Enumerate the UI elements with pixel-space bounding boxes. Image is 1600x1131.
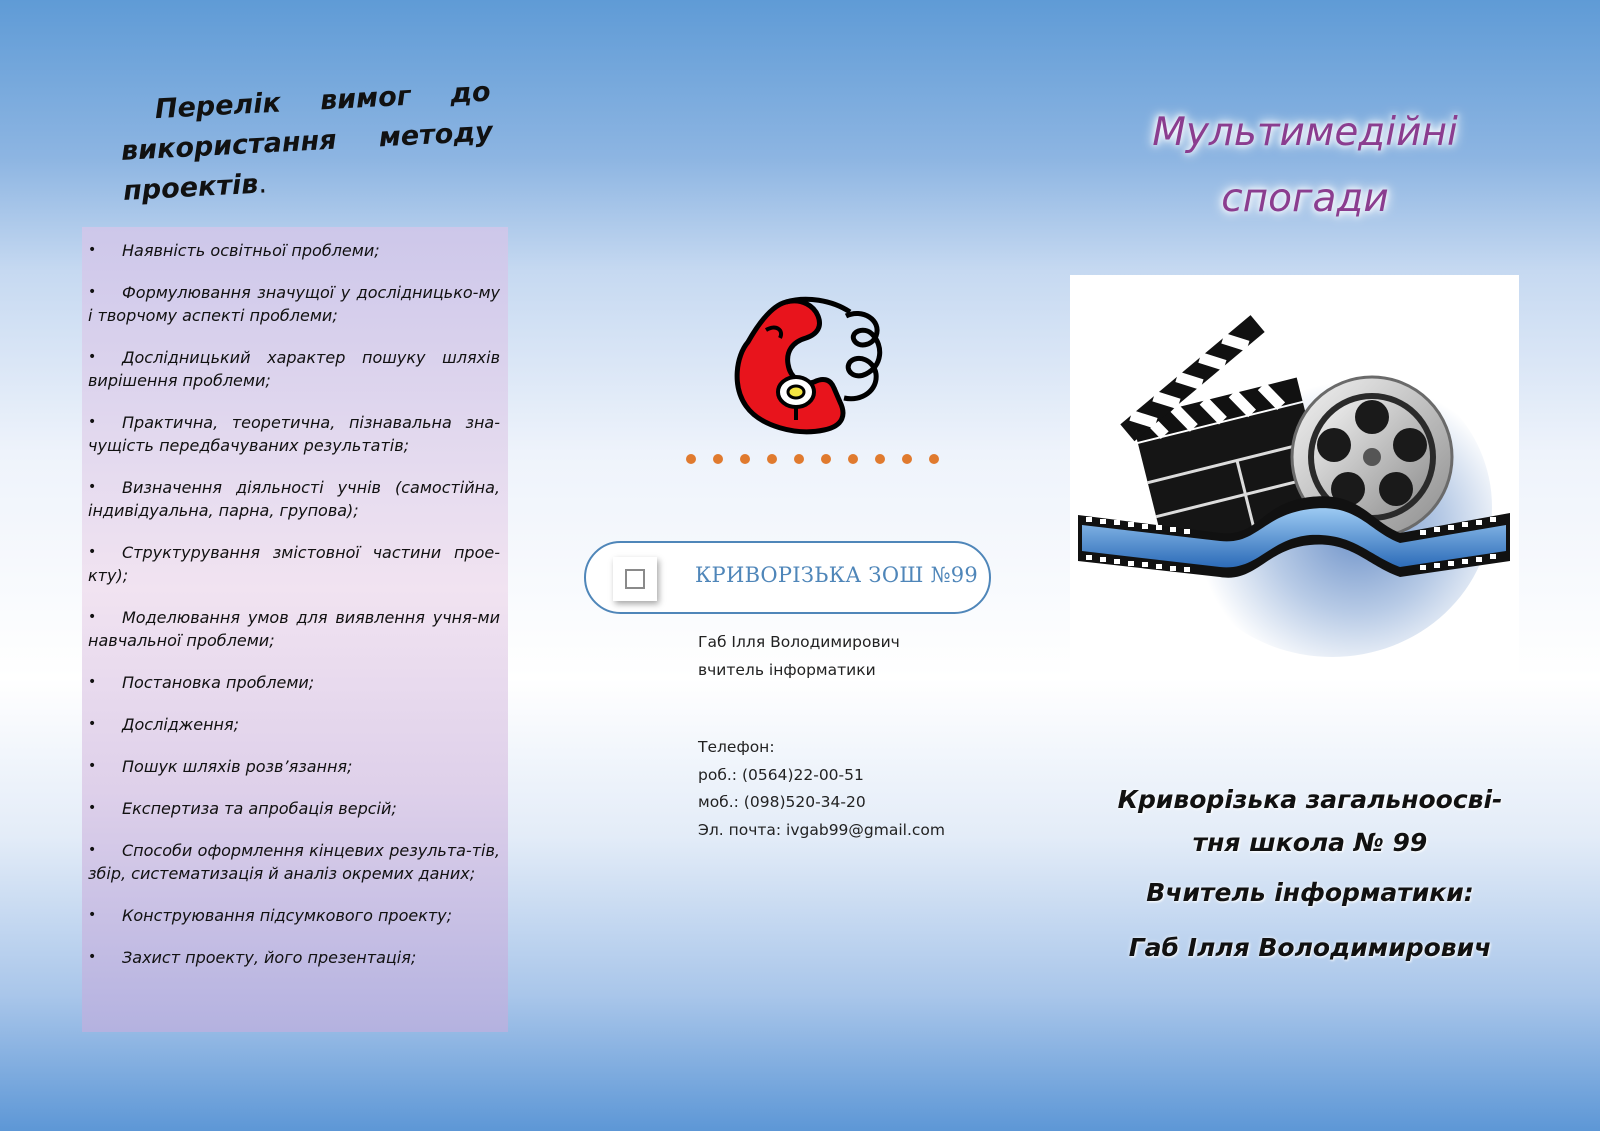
requirement-item [88,281,500,327]
requirement-item [88,346,500,392]
dot [848,454,858,464]
requirement-text: Формулювання значущої у дослідницько-му і творчому аспекті проблеми; [88,283,500,325]
bullet-icon: • [88,479,97,495]
requirements-list [82,227,508,969]
bullet-icon: • [88,949,97,965]
requirements-title [118,73,496,212]
requirement-text: Визначення діяльності учнів (самостійна, індивідуальна, парна, групова); [88,478,500,520]
requirement-item [88,946,500,969]
bullet-icon: • [88,800,97,816]
dot [902,454,912,464]
requirement-item [88,797,500,820]
requirement-text: Структурування змістовної частини прое-кту); [88,543,500,585]
requirements-title-end: . [257,168,268,200]
requirements-title-text: Перелік вимог до використання методу проектів [120,76,494,207]
bullet-icon: • [88,414,97,430]
requirement-text: Пошук шляхів розв’язання; [122,757,353,776]
school-label-pill [584,541,991,614]
requirement-item [88,476,500,522]
requirement-text: Способи оформлення кінцевих результа-тів, збір, систематизація й аналіз окремих даних; [88,841,500,883]
dot [794,454,804,464]
teacher-name: Габ Ілля Володимирович [1128,933,1492,962]
bullet-icon: • [88,544,97,560]
bullet-icon: • [88,758,97,774]
teacher-label: Вчитель інформатики: [1146,878,1474,907]
requirement-item [88,755,500,778]
checkbox-inner [625,569,645,589]
school-label: КРИВОРІЗЬКА ЗОШ №99 [695,563,979,587]
bullet-icon: • [88,842,97,858]
bullet-icon: • [88,609,97,625]
bullet-icon: • [88,907,97,923]
phone-label: Телефон: [698,738,775,756]
requirement-text: Дослідницький характер пошуку шляхів вирішення проблеми; [88,348,500,390]
bullet-icon: • [88,674,97,690]
bullet-icon: • [88,242,97,258]
requirement-item [88,411,500,457]
requirement-item [88,239,500,262]
requirement-text: Конструювання підсумкового проекту; [122,906,453,925]
requirement-item [88,541,500,587]
checkbox-icon [613,557,657,601]
requirements-box [82,227,508,1032]
brochure-title-line2: спогади [1221,176,1389,221]
requirement-text: Експертиза та апробація версій; [122,799,397,818]
requirement-text: Практична, теоретична, пізнавальна зна-чущість передбачуваних результатів; [88,413,500,455]
dot [929,454,939,464]
school-name: Криворізька загальноосві-тня школа № 99 [1117,785,1503,857]
film-clapperboard-icon [1070,275,1519,680]
bullet-icon: • [88,284,97,300]
requirement-item [88,671,500,694]
dot [740,454,750,464]
phone-mobile: моб.: (098)520-34-20 [698,793,866,811]
decorative-dots [686,454,939,464]
email: Эл. почта: ivgab99@gmail.com [698,821,945,839]
requirement-item [88,713,500,736]
dot [686,454,696,464]
requirement-text: Наявність освітньої проблеми; [122,241,380,260]
dot [821,454,831,464]
requirement-item [88,839,500,885]
brochure-title [1110,100,1500,232]
left-panel [0,0,540,1131]
contact-name: Габ Ілля Володимирович [698,633,900,651]
requirement-item [88,904,500,927]
requirement-text: Моделювання умов для виявлення учня-ми навчальної проблеми; [88,608,500,650]
bullet-icon: • [88,349,97,365]
requirement-text: Захист проекту, його презентація; [122,948,417,967]
phone-work: роб.: (0564)22-00-51 [698,766,864,784]
bullet-icon: • [88,716,97,732]
requirement-text: Постановка проблеми; [122,673,315,692]
school-info [1100,778,1520,962]
requirement-text: Дослідження; [122,715,240,734]
phone-icon [726,294,894,440]
contact-role: вчитель інформатики [698,661,876,679]
dot [767,454,777,464]
brochure-title-line1: Мультимедійні [1152,110,1458,155]
dot [713,454,723,464]
dot [875,454,885,464]
requirement-item [88,606,500,652]
